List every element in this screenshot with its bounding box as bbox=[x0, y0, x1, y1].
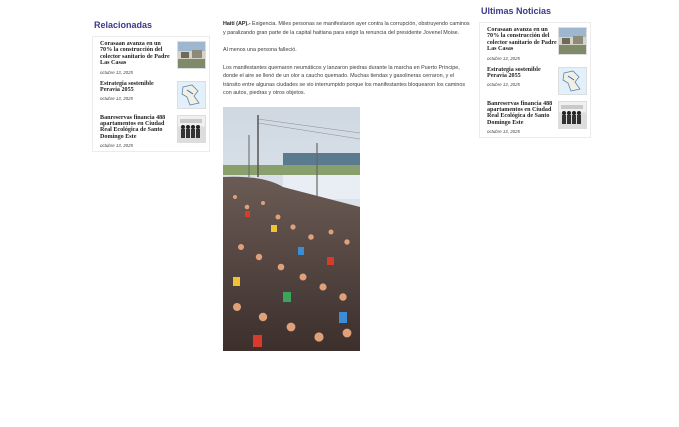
related-item-date: octubre 13, 2025 bbox=[100, 143, 133, 149]
latest-news-item-date: octubre 13, 2025 bbox=[487, 55, 520, 61]
latest-news-item[interactable] bbox=[487, 27, 587, 61]
related-item[interactable] bbox=[100, 81, 206, 109]
related-item-title[interactable]: Banreservas financia 488 apartamentos en Ciudad Real Ecológica de Santo Domingo Este bbox=[100, 114, 166, 140]
latest-news-item[interactable] bbox=[487, 101, 587, 135]
article-paragraph: Los manifestantes quemaron neumáticos y lanzaron piedras durante la marcha en Puerto Príncipe, donde el aire se llenó de un olor a caucho quemado. Muchas tiendas y gasolineras cerraron, y el tránsito entre algunas ciudades se vio interrumpido porque los manifestantes bloquearon los caminos con autos, piedras y otros objetos. bbox=[223, 64, 466, 96]
related-item[interactable] bbox=[100, 41, 206, 75]
related-card bbox=[92, 36, 210, 152]
related-item-thumbnail[interactable] bbox=[177, 115, 206, 143]
latest-news-title: Ultimas Noticias bbox=[481, 6, 552, 16]
latest-news-card bbox=[479, 22, 591, 138]
related-item[interactable] bbox=[100, 115, 206, 149]
article-dateline: Haití (AP).- bbox=[223, 21, 251, 27]
latest-news-item-date: octubre 13, 2025 bbox=[487, 129, 520, 135]
article-paragraph: Al menos una persona falleció. bbox=[223, 47, 297, 53]
latest-news-item-title[interactable]: Banreservas financia 488 apartamentos en Ciudad Real Ecológica de Santo Domingo Este bbox=[487, 100, 553, 126]
latest-news-item-thumbnail[interactable] bbox=[558, 67, 587, 95]
article-paragraph: Haití (AP).- Exigencia. Miles personas se manifestaron ayer contra la corrupción, obstruyendo caminos y paralizando gran parte de la capital haitiana para exigir la renuncia del presidente Jovenel Moise. bbox=[223, 21, 470, 36]
related-item-title[interactable]: Estrategia sostenible Peravia 2055 bbox=[100, 80, 154, 94]
latest-news-item-title[interactable]: Corasaan avanza en un 70% la construcción del colector sanitario de Padre Las Casas bbox=[487, 27, 557, 53]
related-item-thumbnail[interactable] bbox=[177, 41, 206, 69]
related-item-thumbnail[interactable] bbox=[177, 81, 206, 109]
latest-news-item-date: octubre 13, 2025 bbox=[487, 82, 520, 88]
latest-news-item-thumbnail[interactable] bbox=[558, 27, 587, 55]
article-body bbox=[223, 20, 473, 351]
protest-crowd-photo bbox=[223, 107, 360, 351]
latest-news-sidebar bbox=[479, 6, 591, 138]
related-sidebar bbox=[92, 20, 210, 152]
related-item-date: octubre 13, 2025 bbox=[100, 69, 133, 75]
related-item-title[interactable]: Corasaan avanza en un 70% la construcción del colector sanitario de Padre Las Casas bbox=[100, 41, 170, 67]
latest-news-item-thumbnail[interactable] bbox=[558, 101, 587, 129]
latest-news-item-title[interactable]: Estrategia sostenible Peravia 2055 bbox=[487, 66, 541, 80]
related-title: Relacionadas bbox=[94, 20, 153, 30]
latest-news-item[interactable] bbox=[487, 67, 587, 95]
related-item-date: octubre 13, 2025 bbox=[100, 96, 133, 102]
